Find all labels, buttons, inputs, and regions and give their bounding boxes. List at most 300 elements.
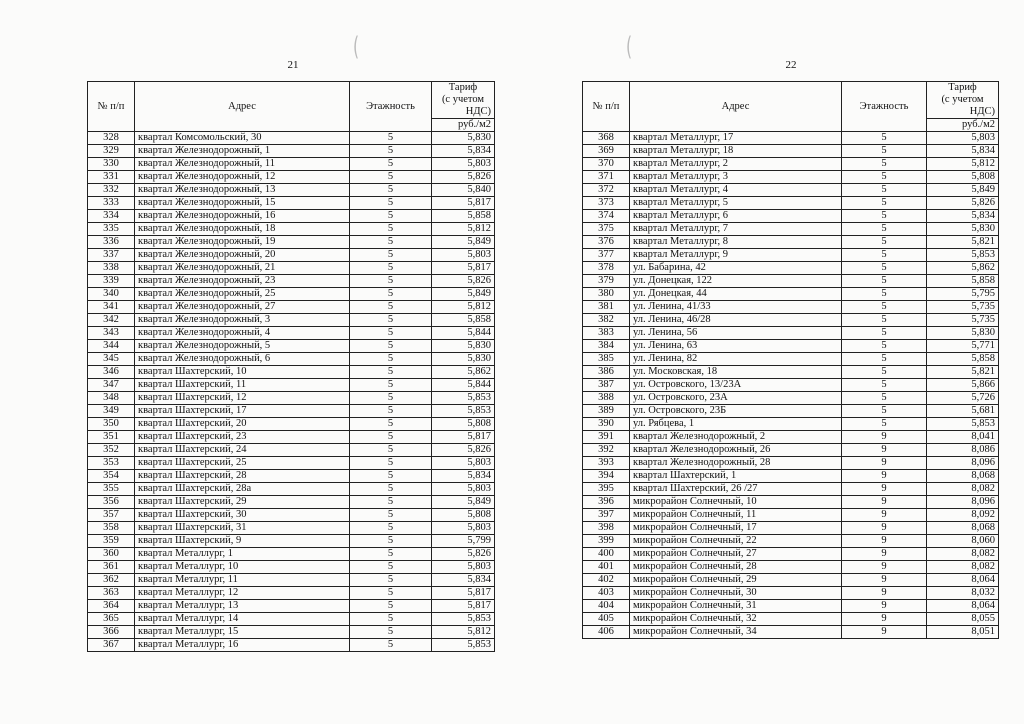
tariff-cell: 5,799 (432, 535, 495, 548)
row-number: 394 (583, 470, 630, 483)
tariff-cell: 5,853 (432, 405, 495, 418)
floors-cell: 9 (842, 483, 927, 496)
tariff-cell: 5,795 (927, 288, 999, 301)
address-cell: квартал Шахтерский, 31 (135, 522, 350, 535)
floors-cell: 9 (842, 574, 927, 587)
floors-cell: 5 (350, 288, 432, 301)
row-number: 351 (88, 431, 135, 444)
address-cell: квартал Металлург, 8 (630, 236, 842, 249)
address-cell: квартал Железнодорожный, 26 (630, 444, 842, 457)
row-number: 360 (88, 548, 135, 561)
address-cell: квартал Шахтерский, 10 (135, 366, 350, 379)
table-row (88, 301, 495, 314)
tariff-cell: 8,092 (927, 509, 999, 522)
tariff-cell: 5,826 (432, 275, 495, 288)
address-cell: квартал Шахтерский, 11 (135, 379, 350, 392)
row-number: 400 (583, 548, 630, 561)
row-number: 389 (583, 405, 630, 418)
floors-cell: 5 (842, 158, 927, 171)
floors-cell: 5 (350, 392, 432, 405)
table-row (583, 561, 999, 574)
table-row (583, 145, 999, 158)
floors-cell: 5 (842, 171, 927, 184)
address-cell: квартал Железнодорожный, 15 (135, 197, 350, 210)
tariff-cell: 5,817 (432, 197, 495, 210)
address-cell: микрорайон Солнечный, 31 (630, 600, 842, 613)
tariff-cell: 5,812 (432, 626, 495, 639)
floors-cell: 5 (350, 262, 432, 275)
tariff-cell: 5,830 (432, 353, 495, 366)
table-body (88, 132, 495, 652)
row-number: 339 (88, 275, 135, 288)
table-row (583, 535, 999, 548)
address-cell: квартал Металлург, 18 (630, 145, 842, 158)
header-tariff: Тариф (с учетом НДС) (927, 82, 999, 119)
table-row (88, 236, 495, 249)
floors-cell: 9 (842, 535, 927, 548)
row-number: 367 (88, 639, 135, 652)
row-number: 346 (88, 366, 135, 379)
row-number: 404 (583, 600, 630, 613)
address-cell: квартал Шахтерский, 17 (135, 405, 350, 418)
address-cell: квартал Металлург, 16 (135, 639, 350, 652)
address-cell: ул. Островского, 23Б (630, 405, 842, 418)
tariff-cell: 5,853 (927, 249, 999, 262)
tariff-cell: 5,834 (927, 210, 999, 223)
page-22 (512, 0, 1024, 724)
table-row (88, 574, 495, 587)
floors-cell: 9 (842, 600, 927, 613)
tariff-cell: 5,858 (432, 314, 495, 327)
address-cell: квартал Металлург, 11 (135, 574, 350, 587)
table-body (583, 132, 999, 639)
table-row (583, 210, 999, 223)
row-number: 357 (88, 509, 135, 522)
address-cell: микрорайон Солнечный, 29 (630, 574, 842, 587)
tariff-cell: 8,032 (927, 587, 999, 600)
table-row (583, 405, 999, 418)
floors-cell: 5 (842, 249, 927, 262)
floors-cell: 5 (350, 587, 432, 600)
tariff-cell: 5,812 (927, 158, 999, 171)
tariff-cell: 8,086 (927, 444, 999, 457)
floors-cell: 5 (350, 639, 432, 652)
header-num: № п/п (583, 82, 630, 132)
row-number: 392 (583, 444, 630, 457)
address-cell: квартал Металлург, 9 (630, 249, 842, 262)
address-cell: ул. Ленина, 63 (630, 340, 842, 353)
header-unit: руб./м2 (927, 119, 999, 132)
address-cell: квартал Шахтерский, 12 (135, 392, 350, 405)
table-row (88, 366, 495, 379)
address-cell: микрорайон Солнечный, 27 (630, 548, 842, 561)
floors-cell: 5 (842, 392, 927, 405)
tariff-cell: 5,862 (927, 262, 999, 275)
address-cell: квартал Железнодорожный, 16 (135, 210, 350, 223)
floors-cell: 5 (842, 340, 927, 353)
floors-cell: 5 (350, 522, 432, 535)
floors-cell: 9 (842, 509, 927, 522)
address-cell: ул. Московская, 18 (630, 366, 842, 379)
tariff-cell: 5,821 (927, 366, 999, 379)
row-number: 382 (583, 314, 630, 327)
floors-cell: 5 (350, 457, 432, 470)
floors-cell: 5 (350, 483, 432, 496)
tariff-cell: 5,858 (432, 210, 495, 223)
floors-cell: 9 (842, 587, 927, 600)
tariff-cell: 5,849 (432, 236, 495, 249)
floors-cell: 5 (842, 223, 927, 236)
floors-cell: 5 (350, 431, 432, 444)
address-cell: микрорайон Солнечный, 11 (630, 509, 842, 522)
table-row (88, 288, 495, 301)
floors-cell: 5 (350, 626, 432, 639)
address-cell: квартал Железнодорожный, 20 (135, 249, 350, 262)
tariff-cell: 5,817 (432, 587, 495, 600)
address-cell: ул. Ленина, 56 (630, 327, 842, 340)
table-row (583, 223, 999, 236)
floors-cell: 9 (842, 626, 927, 639)
tariff-cell: 5,858 (927, 353, 999, 366)
tariff-cell: 5,817 (432, 600, 495, 613)
row-number: 335 (88, 223, 135, 236)
address-cell: ул. Ленина, 46/28 (630, 314, 842, 327)
floors-cell: 5 (842, 314, 927, 327)
table-row (583, 275, 999, 288)
table-row (88, 535, 495, 548)
table-row (88, 561, 495, 574)
row-number: 336 (88, 236, 135, 249)
floors-cell: 5 (350, 366, 432, 379)
address-cell: квартал Металлург, 17 (630, 132, 842, 145)
floors-cell: 5 (350, 470, 432, 483)
table-row (88, 340, 495, 353)
floors-cell: 5 (350, 509, 432, 522)
table-row (88, 587, 495, 600)
tariff-cell: 5,830 (927, 327, 999, 340)
table-row (88, 327, 495, 340)
row-number: 402 (583, 574, 630, 587)
floors-cell: 5 (842, 418, 927, 431)
table-row (583, 171, 999, 184)
row-number: 350 (88, 418, 135, 431)
table-row (88, 548, 495, 561)
address-cell: квартал Металлург, 6 (630, 210, 842, 223)
header-address: Адрес (630, 82, 842, 132)
row-number: 372 (583, 184, 630, 197)
tariff-cell: 8,064 (927, 574, 999, 587)
scan-mark: ( (626, 32, 633, 62)
address-cell: квартал Шахтерский, 28 (135, 470, 350, 483)
row-number: 356 (88, 496, 135, 509)
tariff-cell: 8,060 (927, 535, 999, 548)
address-cell: квартал Шахтерский, 30 (135, 509, 350, 522)
tariff-cell: 5,808 (432, 509, 495, 522)
table-row (583, 262, 999, 275)
table-row (583, 366, 999, 379)
tariff-cell: 5,826 (432, 171, 495, 184)
floors-cell: 5 (350, 561, 432, 574)
address-cell: квартал Шахтерский, 28а (135, 483, 350, 496)
table-row (583, 509, 999, 522)
address-cell: квартал Шахтерский, 1 (630, 470, 842, 483)
table-row (88, 132, 495, 145)
tariff-cell: 5,866 (927, 379, 999, 392)
address-cell: квартал Железнодорожный, 4 (135, 327, 350, 340)
row-number: 399 (583, 535, 630, 548)
address-cell: квартал Железнодорожный, 12 (135, 171, 350, 184)
address-cell: квартал Железнодорожный, 18 (135, 223, 350, 236)
row-number: 405 (583, 613, 630, 626)
row-number: 333 (88, 197, 135, 210)
row-number: 361 (88, 561, 135, 574)
floors-cell: 5 (842, 379, 927, 392)
address-cell: ул. Донецкая, 44 (630, 288, 842, 301)
address-cell: квартал Железнодорожный, 6 (135, 353, 350, 366)
address-cell: квартал Железнодорожный, 25 (135, 288, 350, 301)
table-row (88, 145, 495, 158)
floors-cell: 9 (842, 496, 927, 509)
row-number: 359 (88, 535, 135, 548)
table-row (583, 353, 999, 366)
address-cell: квартал Металлург, 13 (135, 600, 350, 613)
row-number: 391 (583, 431, 630, 444)
address-cell: микрорайон Солнечный, 32 (630, 613, 842, 626)
row-number: 388 (583, 392, 630, 405)
row-number: 331 (88, 171, 135, 184)
floors-cell: 5 (350, 223, 432, 236)
address-cell: квартал Железнодорожный, 23 (135, 275, 350, 288)
table-row (583, 392, 999, 405)
table-row (88, 483, 495, 496)
row-number: 348 (88, 392, 135, 405)
address-cell: квартал Металлург, 4 (630, 184, 842, 197)
floors-cell: 9 (842, 444, 927, 457)
row-number: 383 (583, 327, 630, 340)
table-row (583, 418, 999, 431)
address-cell: микрорайон Солнечный, 30 (630, 587, 842, 600)
floors-cell: 5 (350, 379, 432, 392)
row-number: 375 (583, 223, 630, 236)
address-cell: микрорайон Солнечный, 10 (630, 496, 842, 509)
header-unit: руб./м2 (432, 119, 495, 132)
floors-cell: 9 (842, 457, 927, 470)
address-cell: микрорайон Солнечный, 34 (630, 626, 842, 639)
address-cell: квартал Железнодорожный, 21 (135, 262, 350, 275)
row-number: 393 (583, 457, 630, 470)
floors-cell: 5 (842, 145, 927, 158)
table-row (583, 613, 999, 626)
table-row (88, 353, 495, 366)
row-number: 384 (583, 340, 630, 353)
floors-cell: 5 (842, 132, 927, 145)
floors-cell: 5 (842, 275, 927, 288)
address-cell: ул. Рябцева, 1 (630, 418, 842, 431)
row-number: 364 (88, 600, 135, 613)
tariff-cell: 5,858 (927, 275, 999, 288)
address-cell: квартал Шахтерский, 9 (135, 535, 350, 548)
address-cell: ул. Островского, 23А (630, 392, 842, 405)
row-number: 352 (88, 444, 135, 457)
table-row (88, 444, 495, 457)
row-number: 370 (583, 158, 630, 171)
row-number: 385 (583, 353, 630, 366)
floors-cell: 5 (842, 366, 927, 379)
address-cell: квартал Железнодорожный, 3 (135, 314, 350, 327)
row-number: 338 (88, 262, 135, 275)
floors-cell: 5 (350, 171, 432, 184)
tariff-cell: 5,853 (432, 639, 495, 652)
address-cell: ул. Островского, 13/23А (630, 379, 842, 392)
tariff-cell: 5,830 (432, 132, 495, 145)
address-cell: квартал Железнодорожный, 28 (630, 457, 842, 470)
tariff-cell: 5,844 (432, 379, 495, 392)
tariff-cell: 5,803 (432, 483, 495, 496)
row-number: 387 (583, 379, 630, 392)
floors-cell: 5 (350, 197, 432, 210)
row-number: 377 (583, 249, 630, 262)
tariff-cell: 5,817 (432, 431, 495, 444)
floors-cell: 5 (350, 535, 432, 548)
table-row (88, 392, 495, 405)
floors-cell: 5 (350, 236, 432, 249)
address-cell: квартал Металлург, 5 (630, 197, 842, 210)
address-cell: микрорайон Солнечный, 22 (630, 535, 842, 548)
row-number: 373 (583, 197, 630, 210)
table-row (583, 444, 999, 457)
table-row (583, 340, 999, 353)
table-row (88, 405, 495, 418)
table-row (88, 496, 495, 509)
table-row (88, 626, 495, 639)
row-number: 378 (583, 262, 630, 275)
row-number: 330 (88, 158, 135, 171)
tariff-cell: 5,849 (432, 288, 495, 301)
table-row (583, 301, 999, 314)
tariff-cell: 5,830 (432, 340, 495, 353)
floors-cell: 5 (350, 275, 432, 288)
floors-cell: 5 (350, 548, 432, 561)
table-row (583, 249, 999, 262)
tariff-cell: 5,803 (927, 132, 999, 145)
header-floors: Этажность (350, 82, 432, 132)
tariff-cell: 5,849 (432, 496, 495, 509)
floors-cell: 5 (350, 301, 432, 314)
floors-cell: 5 (842, 197, 927, 210)
table-row (88, 613, 495, 626)
floors-cell: 5 (350, 327, 432, 340)
row-number: 332 (88, 184, 135, 197)
floors-cell: 5 (350, 249, 432, 262)
floors-cell: 9 (842, 431, 927, 444)
tariff-cell: 5,834 (927, 145, 999, 158)
address-cell: микрорайон Солнечный, 28 (630, 561, 842, 574)
tariff-cell: 5,862 (432, 366, 495, 379)
floors-cell: 5 (350, 405, 432, 418)
tariff-cell: 5,803 (432, 158, 495, 171)
floors-cell: 5 (842, 327, 927, 340)
tariff-cell: 5,735 (927, 314, 999, 327)
address-cell: квартал Шахтерский, 25 (135, 457, 350, 470)
row-number: 366 (88, 626, 135, 639)
row-number: 381 (583, 301, 630, 314)
floors-cell: 5 (842, 184, 927, 197)
address-cell: квартал Шахтерский, 23 (135, 431, 350, 444)
table-row (88, 197, 495, 210)
row-number: 328 (88, 132, 135, 145)
row-number: 347 (88, 379, 135, 392)
table-row (88, 379, 495, 392)
address-cell: квартал Железнодорожный, 5 (135, 340, 350, 353)
floors-cell: 5 (350, 613, 432, 626)
table-row (583, 431, 999, 444)
scan-mark: ( (353, 32, 360, 62)
tariff-cell: 5,844 (432, 327, 495, 340)
table-row (583, 522, 999, 535)
row-number: 403 (583, 587, 630, 600)
address-cell: квартал Металлург, 15 (135, 626, 350, 639)
address-cell: микрорайон Солнечный, 17 (630, 522, 842, 535)
tariff-table (582, 81, 999, 639)
table-row (583, 626, 999, 639)
table-row (583, 496, 999, 509)
tariff-cell: 8,096 (927, 496, 999, 509)
tariff-cell: 5,826 (432, 444, 495, 457)
floors-cell: 5 (350, 132, 432, 145)
table-row (583, 379, 999, 392)
row-number: 380 (583, 288, 630, 301)
tariff-cell: 5,735 (927, 301, 999, 314)
table-row (583, 158, 999, 171)
row-number: 368 (583, 132, 630, 145)
table-row (88, 210, 495, 223)
table-row (583, 548, 999, 561)
table-row (583, 288, 999, 301)
floors-cell: 5 (350, 145, 432, 158)
tariff-cell: 8,068 (927, 470, 999, 483)
table-row (88, 639, 495, 652)
tariff-cell: 8,068 (927, 522, 999, 535)
row-number: 354 (88, 470, 135, 483)
tariff-cell: 8,041 (927, 431, 999, 444)
tariff-cell: 5,803 (432, 457, 495, 470)
tariff-cell: 5,726 (927, 392, 999, 405)
row-number: 374 (583, 210, 630, 223)
tariff-cell: 5,812 (432, 301, 495, 314)
table-row (583, 600, 999, 613)
tariff-cell: 5,834 (432, 145, 495, 158)
table-row (583, 327, 999, 340)
floors-cell: 9 (842, 548, 927, 561)
table-row (88, 431, 495, 444)
tariff-cell: 5,821 (927, 236, 999, 249)
floors-cell: 5 (842, 210, 927, 223)
table-row (88, 184, 495, 197)
table-row (583, 574, 999, 587)
floors-cell: 9 (842, 470, 927, 483)
tariff-cell: 8,064 (927, 600, 999, 613)
tariff-cell: 5,849 (927, 184, 999, 197)
row-number: 355 (88, 483, 135, 496)
address-cell: квартал Шахтерский, 26 /27 (630, 483, 842, 496)
tariff-cell: 5,817 (432, 262, 495, 275)
header-tariff: Тариф (с учетом НДС) (432, 82, 495, 119)
tariff-cell: 5,853 (432, 392, 495, 405)
row-number: 334 (88, 210, 135, 223)
header-floors: Этажность (842, 82, 927, 132)
table-row (88, 418, 495, 431)
floors-cell: 5 (350, 314, 432, 327)
